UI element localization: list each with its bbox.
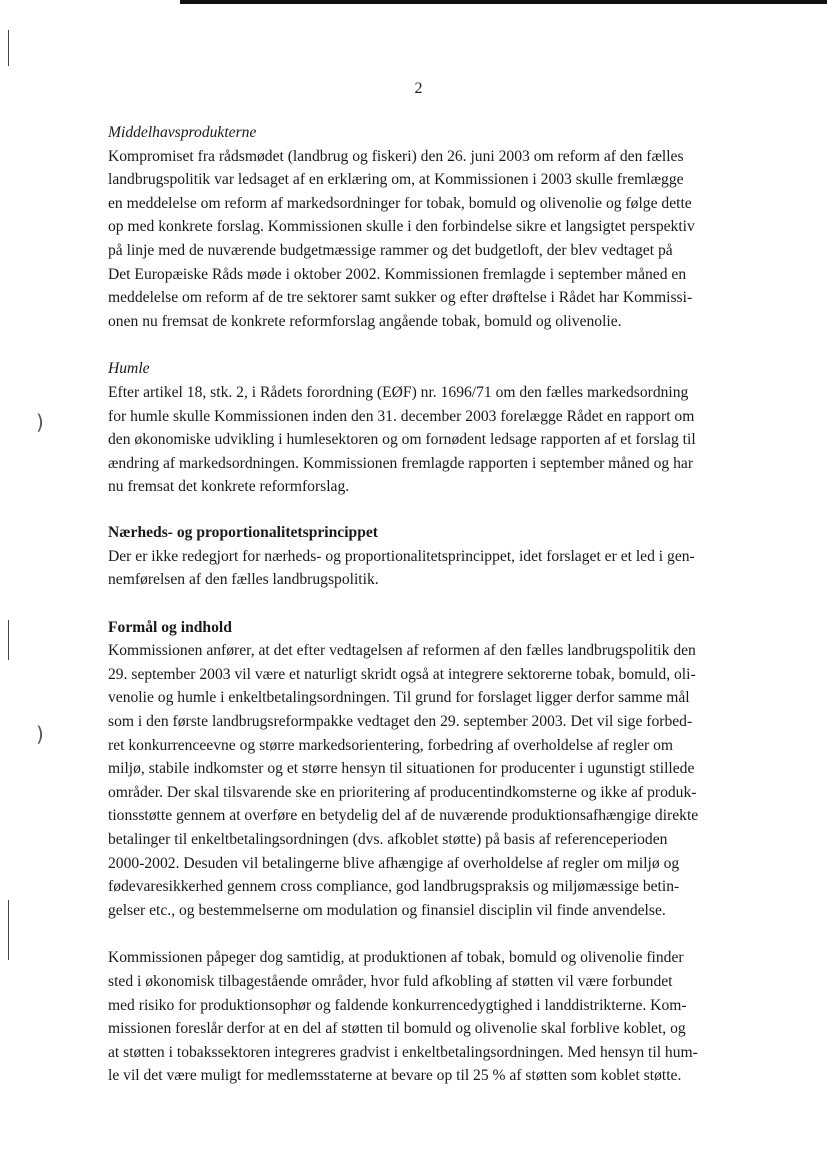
text-line: venolie og humle i enkeltbetalingsordningen. Til grund for forslaget ligger derfor samme mål — [108, 689, 690, 707]
text-line: miljø, stabile indkomster og et større hensyn til situationen for producenter i ugunstigt stillede — [108, 760, 695, 778]
text-line: en meddelelse om reform af markedsordninger for tobak, bomuld og olivenolie og følge dette — [108, 194, 692, 212]
text-line: Kommissionen anfører, at det efter vedtagelsen af reformen af den fælles landbrugspolitik den — [108, 642, 696, 660]
section-heading: Middelhavsprodukterne — [108, 124, 257, 141]
section-formaal-og-indhold — [108, 616, 738, 923]
paragraph — [108, 381, 738, 499]
text-line: med risiko for produktionsophør og faldende konkurrencedygtighed i landdistrikterne. Kom- — [108, 996, 687, 1014]
text-line: den økonomiske udvikling i humlesektoren og om fornødent ledsage rapporten af et forslag til — [108, 431, 696, 449]
text-line: ændring af markedsordningen. Kommissionen fremlagde rapporten i september måned og har — [108, 454, 694, 472]
text-line: betalinger til enkeltbetalingsordningen (dvs. afkoblet støtte) på basis af referenceperioden — [108, 831, 668, 849]
section-spacer — [108, 333, 738, 357]
scan-margin-mark: ) — [36, 722, 44, 746]
section-heading: Formål og indhold — [108, 618, 232, 636]
scan-margin-mark — [8, 30, 9, 66]
section-naerhedsprincippet — [108, 521, 738, 592]
text-line: op med konkrete forslag. Kommissionen skulle i den forbindelse sikre et langsigtet perspektiv — [108, 218, 695, 236]
text-line: nemførelsen af den fælles landbrugspolitik. — [108, 571, 379, 589]
page-number: 2 — [414, 80, 423, 97]
text-line: som i den første landbrugsreformpakke vedtaget den 29. september 2003. Det vil sige forbed- — [108, 713, 693, 731]
text-line: 2000-2002. Desuden vil betalingerne blive afhængige af overholdelse af regler om miljø og — [108, 854, 680, 872]
text-line: områder. Der skal tilsvarende ske en prioritering af producentindkomsterne og ikke af produk- — [108, 783, 697, 801]
text-line: fødevaresikkerhed gennem cross compliance, god landbrugspraksis og miljømæssige betin- — [108, 878, 680, 896]
text-line: 29. september 2003 vil være et naturligt skridt også at integrere sektorerne tobak, bomuld, oli- — [108, 665, 696, 683]
scan-margin-mark — [8, 620, 9, 660]
section-spacer — [108, 592, 738, 616]
top-border-rule — [180, 0, 827, 4]
text-line: missionen foreslår derfor at en del af støtten til bomuld og olivenolie skal forblive koblet, og — [108, 1020, 686, 1038]
text-line: for humle skulle Kommissionen inden den 31. december 2003 forelægge Rådet en rapport om — [108, 407, 695, 425]
section-spacer — [108, 499, 738, 521]
paragraph — [108, 946, 738, 1088]
document-body — [108, 121, 738, 1088]
text-line: le vil det være muligt for medlemsstaterne at bevare op til 25 % af støtten som koblet støtte. — [108, 1067, 682, 1085]
text-line: onen nu fremsat de konkrete reformforslag angående tobak, bomuld og olivenolie. — [108, 312, 622, 330]
text-line: Der er ikke redegjort for nærheds- og proportionalitetsprincippet, idet forslaget er et led i gen- — [108, 547, 695, 565]
section-heading: Nærheds- og proportionalitetsprincippet — [108, 523, 379, 541]
text-line: ret konkurrenceevne og større markedsorientering, forbedring af overholdelse af regler om — [108, 736, 674, 754]
text-line: Kompromiset fra rådsmødet (landbrug og fiskeri) den 26. juni 2003 om reform af den fælles — [108, 147, 684, 165]
text-line: sted i økonomisk tilbagestående områder, hvor fuld afkobling af støtten vil være forbundet — [108, 973, 673, 990]
paragraph — [108, 145, 738, 334]
section-heading: Humle — [108, 360, 150, 378]
text-line: Kommissionen påpeger dog samtidig, at produktionen af tobak, bomuld og olivenolie finder — [108, 949, 684, 967]
section-spacer — [108, 922, 738, 946]
text-line: at støtten i tobakssektoren integreres gradvist i enkeltbetalingsordningen. Med hensyn til hum- — [108, 1043, 698, 1061]
text-line: på linje med de nuværende budgetmæssige rammer og det budgetloft, der blev vedtaget på — [108, 241, 673, 259]
scan-margin-mark: ) — [36, 410, 44, 434]
text-line: meddelelse om reform af de tre sektorer samt sukker og efter drøftelse i Rådet har Kommissi- — [108, 289, 693, 307]
text-line: Det Europæiske Råds møde i oktober 2002. Kommissionen fremlagde i september måned en — [108, 265, 687, 283]
scan-margin-mark — [8, 900, 9, 960]
text-line: landbrugspolitik var ledsaget af en erklæring om, at Kommissionen i 2003 skulle fremlægge — [108, 171, 684, 189]
text-line: Efter artikel 18, stk. 2, i Rådets forordning (EØF) nr. 1696/71 om den fælles markedsordning — [108, 383, 689, 401]
text-line: tionsstøtte gennem at overføre en betydelig del af de nuværende produktionsafhængige direkte — [108, 807, 699, 825]
section-middelhavsprodukterne — [108, 121, 738, 333]
paragraph — [108, 545, 738, 592]
text-line: nu fremsat det konkrete reformforslag. — [108, 478, 350, 496]
section-humle — [108, 357, 738, 499]
paragraph — [108, 639, 738, 922]
text-line: gelser etc., og bestemmelserne om modulation og finansiel disciplin vil finde anvendelse. — [108, 901, 666, 919]
section-continuation — [108, 946, 738, 1088]
